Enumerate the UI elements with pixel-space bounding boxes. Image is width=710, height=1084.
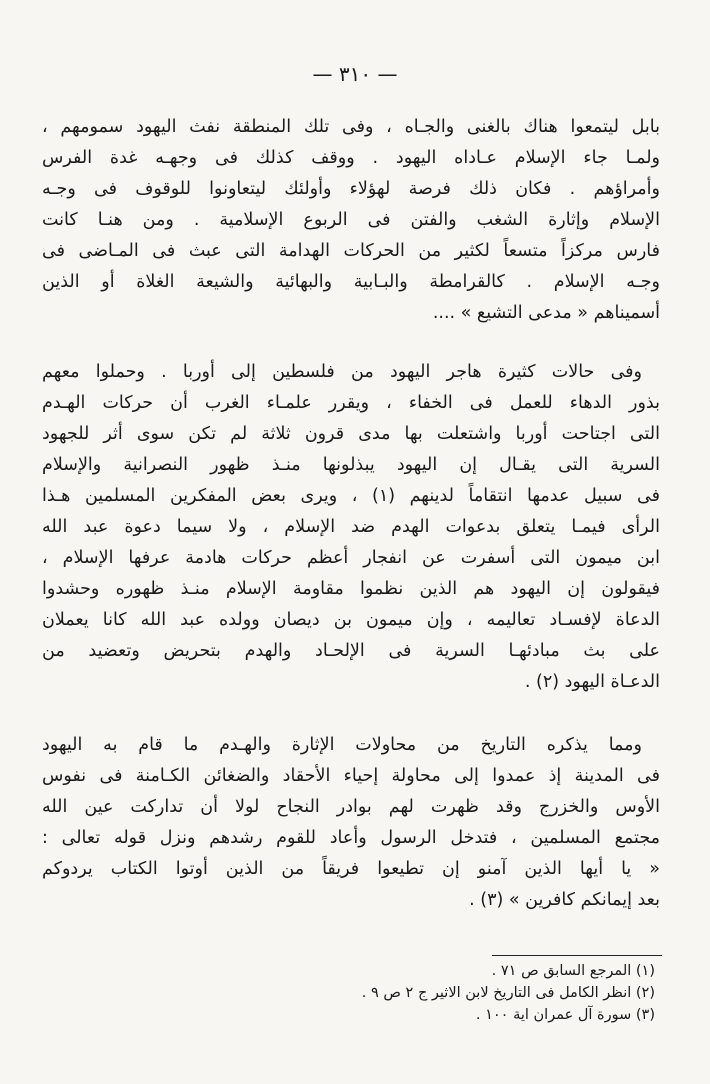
text-line: فى المدينة إذ عمدوا إلى محاولة إحياء الأحقاد والضغائن الكـامنة فى نفوس xyxy=(42,766,660,786)
text-line: الأوس والخزرج وقد ظهرت لهم بوادر النجاح لولا أن تداركت عين الله xyxy=(42,797,660,817)
text-line: مجتمع المسلمين ، فتدخل الرسول وأعاد للقوم رشدهم ونزل قوله تعالى : xyxy=(42,828,660,848)
text-line: فى سبيل عدمها انتقاماً لدينهم (١) ، ويرى بعض المفكرين المسلمين هـذا xyxy=(42,486,660,506)
text-line: بذور الدهاء للعمل فى الخفاء ، ويقرر علمـاء الغرب أن حركات الهـدم xyxy=(42,393,660,413)
text-line: فيقولون إن اليهود هم الذين نظموا مقاومة الإسلام منـذ ظهوره وحشدوا xyxy=(42,579,660,599)
text-line: الرأى فيمـا يتعلق بدعوات الهدم ضد الإسلام ، ولا سيما دعوة عبد الله xyxy=(42,517,660,537)
text-line: الدعـاة اليهود (٢) . xyxy=(524,672,660,692)
text-line: وجـه الإسلام . كالقرامطة والبـابية والبهائية والشيعة الغلاة أو الذين xyxy=(42,272,660,292)
text-line: وفى حالات كثيرة هاجر اليهود من فلسطين إلى أوربا . وحملوا معهم xyxy=(42,362,642,382)
text-line: أسميناهم « مدعى التشيع » .... xyxy=(432,303,660,323)
footnote-1: (١) المرجع السابق ص ٧١ . xyxy=(491,963,655,979)
paragraph-2 xyxy=(42,357,660,698)
page-number: — ٣١٠ — xyxy=(312,62,398,86)
text-line: وأمراؤهم . فكان ذلك فرصة لهؤلاء وأولئك ليتعاونوا للوقوف فى وجـه xyxy=(42,179,660,199)
text-line: ابن ميمون التى أسفرت عن انفجار أعظم حركات هادمة عرفها الإسلام ، xyxy=(42,548,660,568)
footnote-divider xyxy=(492,955,662,956)
footnotes xyxy=(95,960,655,1026)
text-line: ومما يذكره التاريخ من محاولات الإثارة والهـدم ما قام به اليهود xyxy=(42,735,642,755)
text-line: الدعاة لإفسـاد تعاليمه ، وإن ميمون بن ديصان وولده عبد الله كانا يعملان xyxy=(42,610,660,630)
text-line: الإسلام وإثارة الشغب والفتن فى الربوع الإسلامية . ومن هنـا كانت xyxy=(42,210,660,230)
paragraph-1 xyxy=(42,112,660,329)
text-line: التى اجتاحت أوربا واشتعلت بها مدى قرون ثلاثة لم تكن سوى أثر للجهود xyxy=(42,424,660,444)
quran-quote-line: « يا أيها الذين آمنو إن تطيعوا فريقاً من الذين أوتوا الكتاب يردوكم xyxy=(42,859,660,879)
text-line: فارس مركزاً متسعاً لكثير من الحركات الهدامة التى عبث فى المـاضى فى xyxy=(42,241,660,261)
text-line: ولمـا جاء الإسلام عـاداه اليهود . ووقف كذلك فى وجهـه غدة الفرس xyxy=(42,148,660,168)
footnote-2: (٢) انظر الكامل فى التاريخ لابن الاثير ج ٢ ص ٩ . xyxy=(361,985,655,1001)
quran-quote-line: بعد إيمانكم كافرين » (٣) . xyxy=(469,890,660,910)
paragraph-3 xyxy=(42,730,660,916)
text-line: السرية التى يقـال إن اليهود يبذلونها منـذ ظهور النصرانية والإسلام xyxy=(42,455,660,475)
text-line: بابل ليتمعوا هناك بالغنى والجـاه ، وفى تلك المنطقة نفث اليهود سمومهم ، xyxy=(42,117,660,137)
footnote-3: (٣) سورة آل عمران اية ١٠٠ . xyxy=(475,1007,655,1023)
text-line: على بث مبادئهـا السرية فى الإلحـاد والهدم بتحريض وتعضيد من xyxy=(42,641,660,661)
